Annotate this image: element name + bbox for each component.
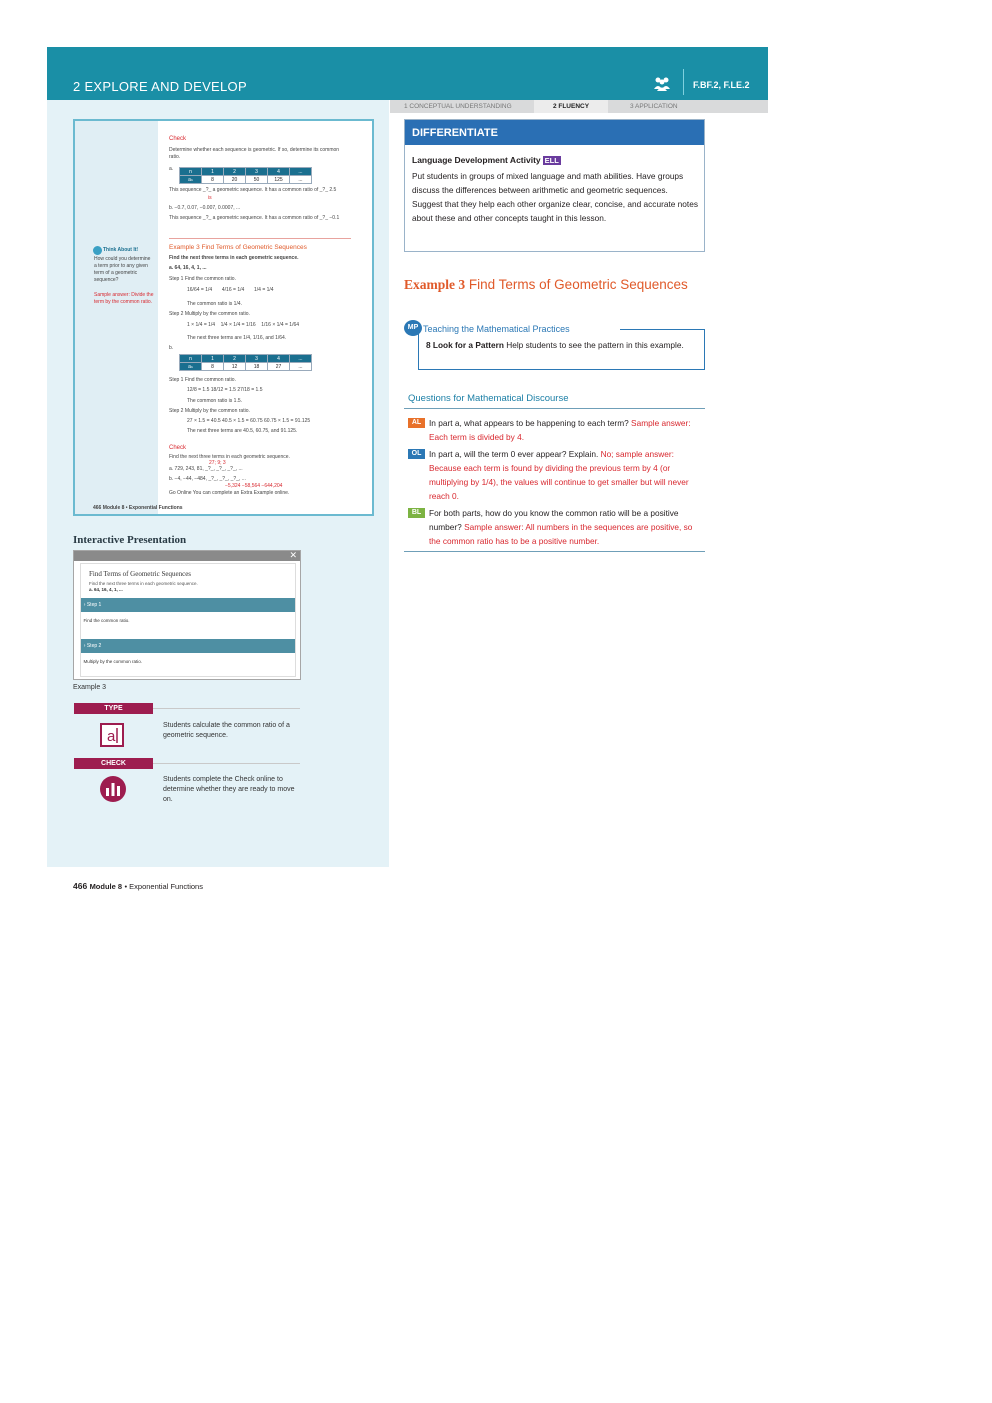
part-b-label: b. <box>169 345 174 351</box>
section-header <box>47 47 768 100</box>
lightbulb-icon <box>93 246 102 255</box>
ol-badge: OL <box>408 449 425 459</box>
step2-body: Multiply by the common ratio. <box>81 655 295 669</box>
discourse-heading: Questions for Mathematical Discourse <box>408 393 569 404</box>
table-cell: 1 <box>202 168 224 176</box>
think-about-it-text: How could you determine a term prior to any given term of a geometric sequence? <box>94 256 151 283</box>
table-cell: 8 <box>202 363 224 371</box>
section-title: 2 EXPLORE AND DEVELOP <box>73 79 247 94</box>
slide-title: Find Terms of Geometric Sequences <box>89 570 192 578</box>
example-name: Find Terms of Geometric Sequences <box>468 277 688 292</box>
table-cell: 2 <box>224 168 246 176</box>
step1-body: Find the common ratio. <box>81 614 295 628</box>
thumbnail-sidebar <box>75 121 158 514</box>
differentiate-heading: DIFFERENTIATE <box>405 120 704 145</box>
table-cell: 27 <box>268 363 290 371</box>
example-number: Example 3 <box>404 277 466 292</box>
page-number: 466 <box>73 881 88 891</box>
student-page-thumbnail <box>73 119 374 516</box>
check-rule <box>153 763 300 764</box>
presentation-caption: Example 3 <box>73 684 107 691</box>
table-cell: ... <box>290 363 312 371</box>
divider <box>169 238 351 239</box>
check-description: Students complete the Check online to determine whether they are ready to move on. <box>163 776 295 803</box>
table-cell: 125 <box>268 176 290 184</box>
table-cell: 8 <box>202 176 224 184</box>
tab-conceptual: 1 CONCEPTUAL UNDERSTANDING <box>404 103 512 110</box>
table-cell: 4 <box>268 168 290 176</box>
type-icon <box>100 723 124 747</box>
step2-b: Step 2 Multiply by the common ratio. <box>169 408 250 414</box>
check-part-a: a. <box>169 166 174 172</box>
module-topic: • Exponential Functions <box>124 882 203 891</box>
check-line-b: This sequence _?_ a geometric sequence. It has a common ratio of _?_ −0.1 <box>169 215 340 221</box>
rigor-tabs <box>390 100 768 113</box>
table-cell: ... <box>290 176 312 184</box>
ratio-b: 12/8 = 1.5 18/12 = 1.5 27/18 = 1.5 <box>187 387 263 393</box>
sample-answer: Sample answer: All numbers in the sequences are positive, so the common ratio has to be a positive number. <box>429 522 693 546</box>
page-footer <box>73 881 203 891</box>
check-label: CHECK <box>74 758 153 769</box>
al-badge: AL <box>408 418 425 428</box>
tab-fluency: 2 FLUENCY <box>534 100 608 113</box>
check2-heading: Check <box>169 445 187 451</box>
activity-title: Language Development Activity ELL <box>412 155 559 165</box>
step2-a: Step 2 Multiply by the common ratio. <box>169 311 250 317</box>
header-divider <box>683 69 684 95</box>
math-practices-box <box>418 330 705 370</box>
sample-answer: Sample answer: Each term is divided by 4. <box>429 418 691 442</box>
check-instructions: Determine whether each sequence is geometric. If so, determine its common ratio. <box>169 147 340 160</box>
table-cell: 1 <box>202 355 224 363</box>
common-ratio-a: The common ratio is 1/4. <box>187 301 243 307</box>
table-cell: 50 <box>246 176 268 184</box>
type-label: TYPE <box>74 703 153 714</box>
mult-b: 27 × 1.5 = 40.5 40.5 × 1.5 = 60.75 60.75 × 1.5 = 91.125 <box>187 418 311 424</box>
check-part-b: b. −0.7, 0.07, −0.007, 0.0007, ... <box>169 205 241 211</box>
table-cell: 3 <box>246 168 268 176</box>
check2-answer-b: −5,324 −58,564 −644,204 <box>225 483 283 489</box>
think-about-it-answer: Sample answer: Divide the term by the common ratio. <box>94 292 154 305</box>
example-heading: Example 3 Find Terms of Geometric Sequences <box>169 244 307 251</box>
table-cell: 3 <box>246 355 268 363</box>
practices-text: 8 Look for a Pattern Help students to see the pattern in this example. <box>426 340 684 350</box>
table-cell: aₙ <box>180 363 202 371</box>
ell-badge: ELL <box>544 156 559 165</box>
standards-label: F.BF.2, F.LE.2 <box>693 80 750 90</box>
slide-instructions: Find the next three terms in each geometric sequence. <box>89 581 198 586</box>
table-cell: ... <box>290 355 312 363</box>
presentation-slide <box>80 563 296 677</box>
table-cell: aₙ <box>180 176 202 184</box>
question-text: In part a, will the term 0 ever appear? Explain. No; sample answer: Because each term is found by dividing the previous term by 4 (or multiplying by 1/4), the values will continue to get smaller but will never reach 0. <box>429 449 689 501</box>
presentation-window <box>73 550 301 680</box>
discourse-rule-top <box>404 408 705 409</box>
mp-icon: MP <box>404 320 422 336</box>
common-ratio-b: The common ratio is 1.5. <box>187 398 243 404</box>
type-rule <box>153 708 300 709</box>
next-terms-b: The next three terms are 40.5, 60.75, and 91.125. <box>187 428 298 434</box>
table-cell: 20 <box>224 176 246 184</box>
sequence-a: a. 64, 16, 4, 1, ... <box>169 265 207 271</box>
question-text: In part a, what appears to be happening to each term? Sample answer: Each term is divided by 4. <box>429 418 691 442</box>
thumbnail-footer: 466 Module 8 • Exponential Functions <box>93 505 183 511</box>
bar-chart-icon <box>100 776 126 802</box>
module-label: Module 8 <box>89 882 123 891</box>
check-table <box>179 167 312 184</box>
check2-b: b. −4, −44, −484, _?_, _?_, _?_, ... <box>169 476 246 482</box>
check2-a: a. 729, 243, 81, _?_, _?_, _?_, ... <box>169 466 243 472</box>
step2-label: Step 2 <box>86 643 102 649</box>
step1-b: Step 1 Find the common ratio. <box>169 377 236 383</box>
svg-text:a: a <box>107 728 116 745</box>
step1-label: Step 1 <box>86 602 102 608</box>
check-line-a: This sequence _?_ a geometric sequence. It has a common ratio of _?_ 2.5 <box>169 187 337 193</box>
table-cell: ... <box>290 168 312 176</box>
bl-badge: BL <box>408 508 425 518</box>
differentiate-box <box>404 119 705 252</box>
think-about-it-title: Think About It! <box>103 247 139 253</box>
table-cell: 4 <box>268 355 290 363</box>
discourse-rule-bottom <box>404 551 705 552</box>
tab-application: 3 APPLICATION <box>630 103 678 110</box>
go-online-note: Go Online You can complete an Extra Example online. <box>169 490 290 496</box>
close-icon[interactable]: ✕ <box>289 550 297 560</box>
type-description: Students calculate the common ratio of a geometric sequence. <box>163 722 290 739</box>
table-cell: 18 <box>246 363 268 371</box>
example-title <box>404 276 704 293</box>
table-cell: n <box>180 355 202 363</box>
table-cell: 12 <box>224 363 246 371</box>
example-table-b <box>179 354 312 371</box>
question-text: For both parts, how do you know the common ratio will be a positive number? Sample answer: All numbers in the sequences are positive, so the common ratio has to be a positive number. <box>429 508 693 546</box>
find-text: Find the next three terms in each geometric sequence. <box>169 255 299 261</box>
check2-answer-a: 27; 9; 3 <box>209 460 226 466</box>
sample-answer: No; sample answer: Because each term is found by dividing the previous term by 4 (or multiplying by 1/4), the values will continue to get smaller but will never reach 0. <box>429 449 689 501</box>
differentiate-body: Put students in groups of mixed language and math abilities. Have groups discuss the differences between arithmetic and geometric sequences. Suggest that they help each other organize clear, concise, and accurate notes about these and other concepts taught in this lesson. <box>412 171 698 223</box>
check-answer-is: is <box>208 195 212 201</box>
step2-accordion[interactable]: › Step 2 <box>81 639 295 653</box>
step1-accordion[interactable]: › Step 1 <box>81 598 295 612</box>
window-titlebar <box>74 551 300 561</box>
table-cell: n <box>180 168 202 176</box>
interactive-presentation-title: Interactive Presentation <box>73 534 187 546</box>
table-cell: 2 <box>224 355 246 363</box>
practices-heading: Teaching the Mathematical Practices <box>423 324 570 334</box>
check-heading: Check <box>169 136 187 142</box>
check2-instructions: Find the next three terms in each geometric sequence. <box>169 454 290 460</box>
mult-a: 1 × 1/4 = 1/4 1/4 × 1/4 = 1/16 1/16 × 1/4 = 1/64 <box>187 322 300 328</box>
people-icon <box>653 75 671 91</box>
slide-sequence: a. 64, 16, 4, 1, ... <box>89 587 123 592</box>
next-terms-a: The next three terms are 1/4, 1/16, and 1/64. <box>187 335 287 341</box>
step1-a: Step 1 Find the common ratio. <box>169 276 236 282</box>
ratio-fractions-a: 16/64 = 1/4 4/16 = 1/4 1/4 = 1/4 <box>187 287 274 293</box>
